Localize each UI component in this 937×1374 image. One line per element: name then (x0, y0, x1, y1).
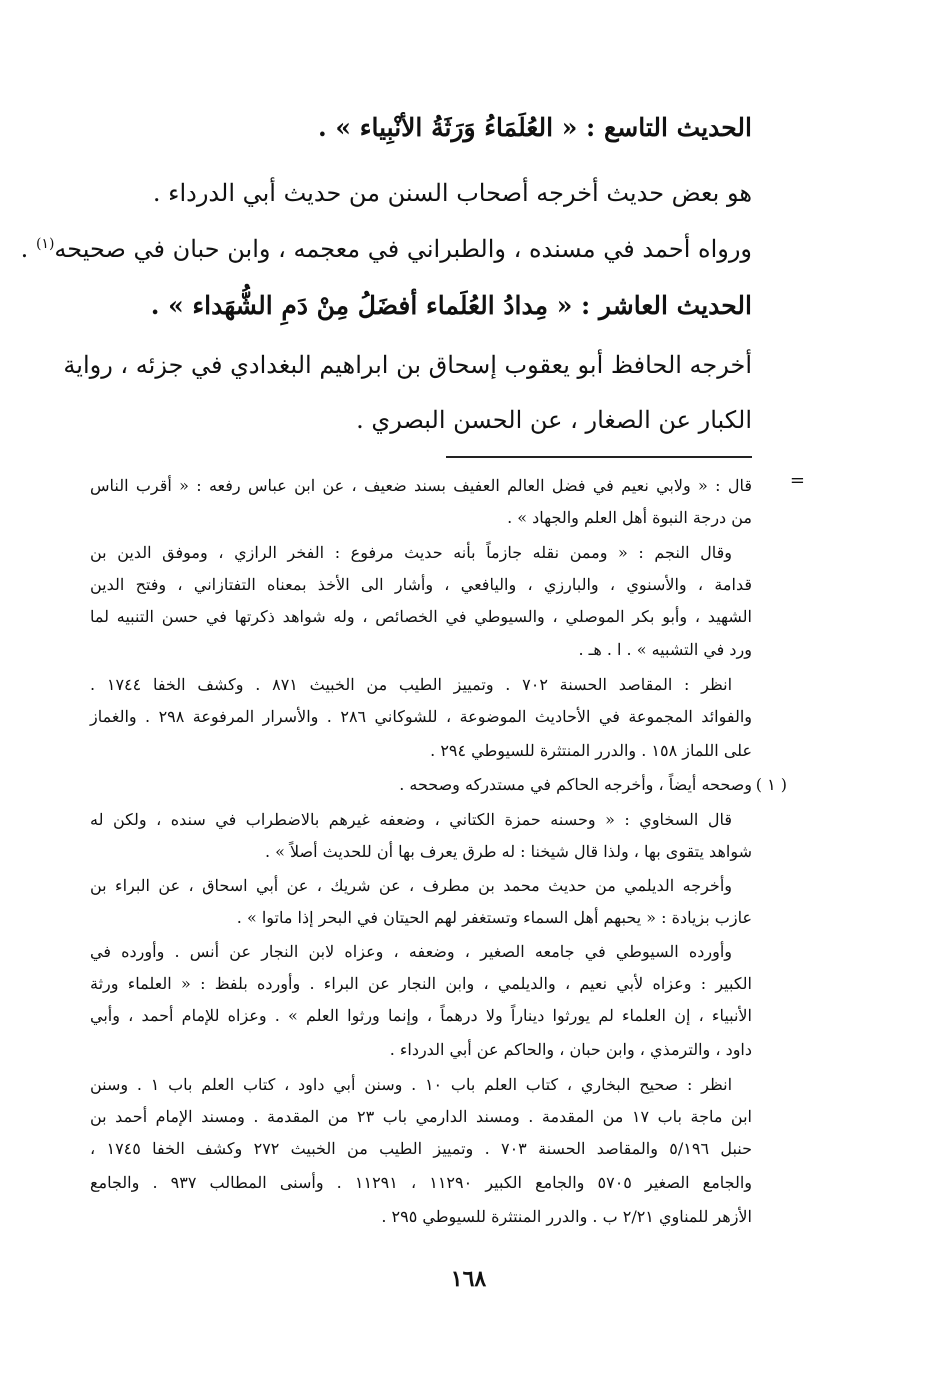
main-text-line-2: هو بعض حديث أخرجه أصحاب السنن من حديث أبي الدرداء . (152, 179, 752, 207)
footnote-number: ( ١ ) (755, 775, 787, 794)
main-text-line-3-end: . (20, 235, 36, 263)
footnote-line: قدامة ، والأسنوي ، والبارزي ، واليافعي ، وأشار الى الأخذ بمعناه التفتازاني ، وفتح الدين (90, 575, 752, 594)
footnote-line: قال السخاوي : « وحسنه حمزة الكتاني ، وضعفه غيرهم بالاضطراب في سنده ، ولكن له (90, 810, 732, 829)
main-text-line-6: الكبار عن الصغار ، عن الحسن البصري . (356, 406, 752, 434)
hadith-ten-heading: الحديث العاشر : « مِدادُ العُلَماء أفضَلُ مِنْ دَمِ الشُّهَداء » . (150, 291, 752, 320)
footnote-line: الأزهر للمناوي ٢/٢١ ب . والدرر المنتثرة للسيوطي ٢٩٥ . (381, 1207, 752, 1226)
footnote-separator (446, 456, 752, 458)
footnote-line: والجامع الصغير ٥٧٠٥ والجامع الكبير ١١٢٩٠ ، ١١٢٩١ . وأسنى المطالب ٩٣٧ . والجامع (90, 1173, 753, 1192)
footnote-reference: (١) (35, 236, 55, 252)
footnote-line: ورد في التشبيه » . ا . هـ . (578, 640, 752, 659)
main-text-line-3 (21, 234, 752, 265)
footnote-line: الشهيد ، وأبو بكر الموصلي ، والسيوطي في الخصائص ، وله شواهد ذكرتها في حسن التنبيه لما (90, 607, 752, 626)
main-text-line-3-body: ورواه أحمد في مسنده ، والطبراني في معجمه ، وابن حبان في صحيحه (54, 235, 752, 263)
page-number: ١٦٨ (450, 1266, 487, 1292)
footnote-line: وصححه أيضاً ، وأخرجه الحاكم في مستدركه وصححه . (399, 775, 752, 794)
footnote-line: الكبير : وعزاه لأبي نعيم ، والديلمي ، وابن النجار عن البراء . وأورده بلفظ : « العلماء ورثة (90, 974, 752, 993)
footnote-continuation-mark: = (789, 470, 805, 491)
footnote-line: حنبل ٥/١٩٦ والمقاصد الحسنة ٧٠٣ . وتمييز الطيب من الخبيث ٢٧٢ وكشف الخفا ١٧٤٥ ، (90, 1139, 753, 1158)
footnote-line: شواهد يتقوى بها ، ولذا قال شيخنا : له طرق يعرف بها أن للحديث أصلاً » . (264, 842, 752, 861)
footnote-line: داود ، والترمذي ، وابن حبان ، والحاكم عن أبي الدرداء . (389, 1040, 752, 1059)
footnote-line: ابن ماجة باب ١٧ من المقدمة . ومسند الدارمي باب ٢٣ من المقدمة . ومسند الإمام أحمد بن (90, 1107, 753, 1126)
main-text-line-5: أخرجه الحافظ أبو يعقوب إسحاق بن ابراهيم البغدادي في جزئه ، رواية (63, 351, 752, 379)
footnote-line: على اللماز ١٥٨ . والدرر المنتثرة للسيوطي ٢٩٤ . (430, 741, 752, 760)
footnote-line: وقال النجم : « وممن نقله جازماً بأنه حديث مرفوع : الفخر الرازي ، وموفق الدين بن (90, 543, 732, 562)
footnote-line: وأورده السيوطي في جامعه الصغير ، وضعفه ، وعزاه لابن النجار عن أنس . وأورده في (90, 942, 733, 961)
footnote-line: الأنبياء ، إن العلماء لم يورثوا ديناراً ولا درهماً ، وإنما ورثوا العلم » . وعزاه للإمام أحمد ، وأبي (90, 1006, 752, 1025)
footnote-line: والفوائد المجموعة في الأحاديث الموضوعة ، للشوكاني ٢٨٦ . والأسرار المرفوعة ٢٩٨ . والغماز (90, 707, 753, 726)
hadith-nine-heading: الحديث التاسع : « العُلَمَاءُ وَرَثَةُ الأنْبِياء » . (318, 113, 752, 142)
footnote-line: عازب بزيادة : « يحبهم أهل السماء وتستغفر لهم الحيتان في البحر إذا ماتوا » . (236, 908, 752, 927)
footnote-line: انظر : المقاصد الحسنة ٧٠٢ . وتمييز الطيب من الخبيث ٨٧١ . وكشف الخفا ١٧٤٤ . (90, 675, 733, 694)
footnote-line: وأخرجه الديلمي من حديث محمد بن مطرف ، عن شريك ، عن أبي اسحاق ، عن البراء بن (90, 876, 732, 895)
footnote-line: انظر : صحيح البخاري ، كتاب العلم باب ١٠ . وسنن أبي داود ، كتاب العلم باب ١ . وسنن (90, 1075, 733, 1094)
footnote-line: قال : « ولابي نعيم في فضل العالم العفيف بسند ضعيف ، عن ابن عباس رفعه : « أقرب الناس (90, 476, 752, 495)
footnote-line: من درجة النبوة أهل العلم والجهاد » . (507, 508, 752, 527)
